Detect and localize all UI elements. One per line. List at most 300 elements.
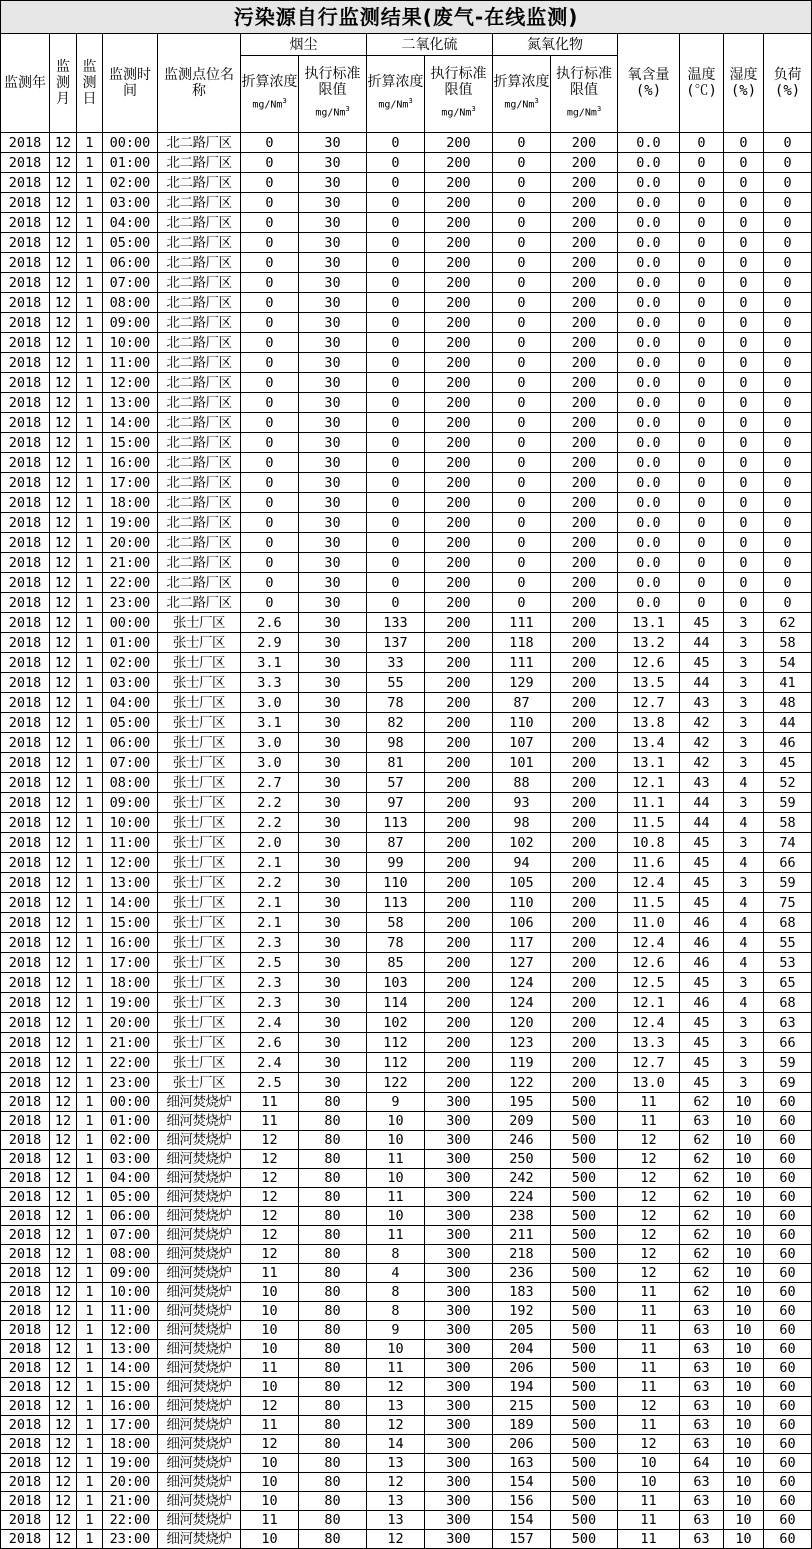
cell-oxygen: 11 xyxy=(618,1359,680,1378)
cell-humidity: 3 xyxy=(724,793,764,813)
header-site: 监测点位名称 xyxy=(158,34,241,133)
cell-nox: 0 xyxy=(493,493,551,513)
cell-temperature: 45 xyxy=(680,833,724,853)
cell-nox_limit: 200 xyxy=(551,513,618,533)
cell-nox_limit: 200 xyxy=(551,913,618,933)
cell-year: 2018 xyxy=(1,273,50,293)
table-row xyxy=(1,1169,812,1188)
cell-time: 08:00 xyxy=(103,773,158,793)
cell-so2: 133 xyxy=(367,613,425,633)
cell-smoke: 0 xyxy=(241,253,299,273)
cell-temperature: 45 xyxy=(680,893,724,913)
cell-temperature: 45 xyxy=(680,1013,724,1033)
cell-nox: 183 xyxy=(493,1283,551,1302)
cell-so2: 0 xyxy=(367,133,425,153)
cell-temperature: 63 xyxy=(680,1530,724,1549)
cell-oxygen: 0.0 xyxy=(618,293,680,313)
cell-year: 2018 xyxy=(1,1207,50,1226)
cell-month: 12 xyxy=(50,1013,77,1033)
cell-time: 05:00 xyxy=(103,713,158,733)
cell-smoke_limit: 30 xyxy=(299,733,367,753)
cell-oxygen: 12 xyxy=(618,1150,680,1169)
cell-so2_limit: 300 xyxy=(425,1245,493,1264)
cell-nox_limit: 200 xyxy=(551,373,618,393)
cell-humidity: 0 xyxy=(724,353,764,373)
cell-site: 张士厂区 xyxy=(158,933,241,953)
cell-month: 12 xyxy=(50,593,77,613)
cell-nox: 0 xyxy=(493,593,551,613)
cell-load: 0 xyxy=(764,493,812,513)
table-row xyxy=(1,1530,812,1549)
cell-so2: 8 xyxy=(367,1283,425,1302)
cell-temperature: 0 xyxy=(680,213,724,233)
cell-humidity: 0 xyxy=(724,453,764,473)
cell-site: 细河焚烧炉 xyxy=(158,1511,241,1530)
cell-year: 2018 xyxy=(1,993,50,1013)
cell-temperature: 63 xyxy=(680,1359,724,1378)
cell-so2: 8 xyxy=(367,1302,425,1321)
cell-time: 21:00 xyxy=(103,1033,158,1053)
cell-year: 2018 xyxy=(1,933,50,953)
cell-temperature: 46 xyxy=(680,993,724,1013)
cell-smoke_limit: 30 xyxy=(299,793,367,813)
cell-temperature: 45 xyxy=(680,613,724,633)
cell-nox: 107 xyxy=(493,733,551,753)
cell-site: 张士厂区 xyxy=(158,713,241,733)
cell-load: 0 xyxy=(764,353,812,373)
cell-humidity: 0 xyxy=(724,173,764,193)
cell-time: 00:00 xyxy=(103,133,158,153)
cell-so2: 10 xyxy=(367,1131,425,1150)
cell-oxygen: 13.0 xyxy=(618,1073,680,1093)
cell-oxygen: 10.8 xyxy=(618,833,680,853)
cell-day: 1 xyxy=(77,133,103,153)
cell-humidity: 10 xyxy=(724,1131,764,1150)
cell-load: 44 xyxy=(764,713,812,733)
cell-time: 12:00 xyxy=(103,1321,158,1340)
cell-month: 12 xyxy=(50,333,77,353)
cell-oxygen: 0.0 xyxy=(618,173,680,193)
table-row xyxy=(1,1397,812,1416)
cell-year: 2018 xyxy=(1,1226,50,1245)
header-oxygen: 氧含量(%) xyxy=(618,34,680,133)
cell-so2_limit: 200 xyxy=(425,533,493,553)
cell-so2: 0 xyxy=(367,553,425,573)
cell-nox: 127 xyxy=(493,953,551,973)
cell-nox_limit: 200 xyxy=(551,873,618,893)
cell-temperature: 43 xyxy=(680,773,724,793)
cell-humidity: 3 xyxy=(724,613,764,633)
cell-day: 1 xyxy=(77,593,103,613)
cell-smoke_limit: 30 xyxy=(299,713,367,733)
cell-time: 06:00 xyxy=(103,733,158,753)
cell-smoke_limit: 30 xyxy=(299,553,367,573)
header-smoke-limit: 执行标准限值 mg/Nm$^3$ xyxy=(299,56,367,133)
cell-so2: 13 xyxy=(367,1397,425,1416)
cell-so2_limit: 200 xyxy=(425,753,493,773)
cell-month: 12 xyxy=(50,1397,77,1416)
cell-smoke: 2.4 xyxy=(241,1053,299,1073)
cell-time: 18:00 xyxy=(103,1435,158,1454)
table-row xyxy=(1,313,812,333)
header-load: 负荷(%) xyxy=(764,34,812,133)
cell-month: 12 xyxy=(50,493,77,513)
cell-oxygen: 0.0 xyxy=(618,153,680,173)
cell-so2_limit: 200 xyxy=(425,133,493,153)
cell-smoke_limit: 80 xyxy=(299,1378,367,1397)
cell-so2: 112 xyxy=(367,1053,425,1073)
cell-oxygen: 12 xyxy=(618,1245,680,1264)
cell-oxygen: 12.6 xyxy=(618,953,680,973)
cell-oxygen: 12.4 xyxy=(618,873,680,893)
cell-smoke: 12 xyxy=(241,1131,299,1150)
cell-site: 张士厂区 xyxy=(158,973,241,993)
table-row xyxy=(1,1112,812,1131)
table-body xyxy=(1,133,812,1549)
cell-day: 1 xyxy=(77,413,103,433)
cell-so2: 0 xyxy=(367,353,425,373)
cell-so2: 78 xyxy=(367,693,425,713)
cell-oxygen: 0.0 xyxy=(618,473,680,493)
table-row xyxy=(1,1131,812,1150)
header-so2-limit: 执行标准限值 mg/Nm$^3$ xyxy=(425,56,493,133)
cell-time: 19:00 xyxy=(103,993,158,1013)
cell-year: 2018 xyxy=(1,1112,50,1131)
cell-year: 2018 xyxy=(1,653,50,673)
cell-oxygen: 11.5 xyxy=(618,893,680,913)
cell-humidity: 0 xyxy=(724,293,764,313)
cell-day: 1 xyxy=(77,793,103,813)
cell-temperature: 62 xyxy=(680,1169,724,1188)
table-row xyxy=(1,1416,812,1435)
cell-site: 北二路厂区 xyxy=(158,333,241,353)
cell-time: 09:00 xyxy=(103,1264,158,1283)
cell-month: 12 xyxy=(50,1264,77,1283)
cell-load: 59 xyxy=(764,1053,812,1073)
cell-nox: 0 xyxy=(493,553,551,573)
cell-so2_limit: 200 xyxy=(425,633,493,653)
cell-smoke_limit: 80 xyxy=(299,1492,367,1511)
cell-smoke_limit: 30 xyxy=(299,1033,367,1053)
cell-humidity: 4 xyxy=(724,953,764,973)
cell-time: 10:00 xyxy=(103,333,158,353)
cell-so2_limit: 200 xyxy=(425,553,493,573)
cell-nox: 0 xyxy=(493,193,551,213)
cell-load: 60 xyxy=(764,1454,812,1473)
cell-year: 2018 xyxy=(1,1473,50,1492)
cell-day: 1 xyxy=(77,673,103,693)
cell-year: 2018 xyxy=(1,633,50,653)
cell-time: 16:00 xyxy=(103,453,158,473)
cell-oxygen: 13.1 xyxy=(618,753,680,773)
cell-nox_limit: 200 xyxy=(551,393,618,413)
cell-temperature: 62 xyxy=(680,1188,724,1207)
cell-nox: 154 xyxy=(493,1511,551,1530)
cell-smoke: 12 xyxy=(241,1435,299,1454)
cell-site: 张士厂区 xyxy=(158,853,241,873)
cell-day: 1 xyxy=(77,253,103,273)
cell-time: 10:00 xyxy=(103,1283,158,1302)
cell-so2_limit: 300 xyxy=(425,1264,493,1283)
cell-month: 12 xyxy=(50,773,77,793)
cell-load: 65 xyxy=(764,973,812,993)
cell-smoke: 2.7 xyxy=(241,773,299,793)
header-year: 监测年 xyxy=(1,34,50,133)
cell-month: 12 xyxy=(50,873,77,893)
cell-so2: 0 xyxy=(367,153,425,173)
cell-oxygen: 12.7 xyxy=(618,693,680,713)
cell-smoke: 2.9 xyxy=(241,633,299,653)
cell-month: 12 xyxy=(50,573,77,593)
cell-load: 0 xyxy=(764,393,812,413)
cell-site: 细河焚烧炉 xyxy=(158,1283,241,1302)
cell-oxygen: 0.0 xyxy=(618,493,680,513)
cell-smoke: 10 xyxy=(241,1283,299,1302)
cell-humidity: 0 xyxy=(724,533,764,553)
cell-oxygen: 12.7 xyxy=(618,1053,680,1073)
cell-oxygen: 13.1 xyxy=(618,613,680,633)
cell-nox: 0 xyxy=(493,533,551,553)
cell-so2_limit: 300 xyxy=(425,1302,493,1321)
cell-smoke: 10 xyxy=(241,1340,299,1359)
cell-time: 09:00 xyxy=(103,793,158,813)
cell-so2: 0 xyxy=(367,193,425,213)
cell-day: 1 xyxy=(77,753,103,773)
cell-so2: 0 xyxy=(367,273,425,293)
table-row xyxy=(1,173,812,193)
cell-so2_limit: 300 xyxy=(425,1188,493,1207)
cell-so2_limit: 200 xyxy=(425,233,493,253)
cell-nox_limit: 200 xyxy=(551,993,618,1013)
cell-smoke: 0 xyxy=(241,133,299,153)
cell-oxygen: 0.0 xyxy=(618,593,680,613)
cell-time: 13:00 xyxy=(103,1340,158,1359)
cell-smoke: 3.1 xyxy=(241,653,299,673)
cell-so2_limit: 300 xyxy=(425,1416,493,1435)
cell-so2_limit: 200 xyxy=(425,413,493,433)
cell-so2_limit: 200 xyxy=(425,493,493,513)
cell-so2_limit: 200 xyxy=(425,273,493,293)
cell-day: 1 xyxy=(77,993,103,1013)
cell-temperature: 0 xyxy=(680,413,724,433)
cell-humidity: 3 xyxy=(724,1033,764,1053)
cell-so2: 97 xyxy=(367,793,425,813)
cell-so2_limit: 200 xyxy=(425,933,493,953)
cell-smoke: 11 xyxy=(241,1093,299,1112)
table-row xyxy=(1,413,812,433)
cell-day: 1 xyxy=(77,893,103,913)
cell-oxygen: 11.6 xyxy=(618,853,680,873)
cell-month: 12 xyxy=(50,473,77,493)
cell-temperature: 45 xyxy=(680,853,724,873)
cell-so2_limit: 200 xyxy=(425,853,493,873)
cell-site: 细河焚烧炉 xyxy=(158,1492,241,1511)
cell-site: 张士厂区 xyxy=(158,693,241,713)
cell-so2: 12 xyxy=(367,1530,425,1549)
cell-nox_limit: 200 xyxy=(551,893,618,913)
cell-so2: 9 xyxy=(367,1093,425,1112)
cell-day: 1 xyxy=(77,1207,103,1226)
cell-year: 2018 xyxy=(1,733,50,753)
table-row xyxy=(1,1073,812,1093)
cell-day: 1 xyxy=(77,573,103,593)
cell-smoke_limit: 80 xyxy=(299,1359,367,1378)
cell-time: 12:00 xyxy=(103,853,158,873)
cell-oxygen: 13.8 xyxy=(618,713,680,733)
table-row xyxy=(1,513,812,533)
cell-nox_limit: 200 xyxy=(551,953,618,973)
cell-so2_limit: 200 xyxy=(425,953,493,973)
cell-time: 07:00 xyxy=(103,273,158,293)
cell-so2_limit: 300 xyxy=(425,1283,493,1302)
cell-time: 23:00 xyxy=(103,1073,158,1093)
cell-site: 北二路厂区 xyxy=(158,173,241,193)
cell-oxygen: 11 xyxy=(618,1511,680,1530)
cell-nox_limit: 200 xyxy=(551,473,618,493)
cell-month: 12 xyxy=(50,433,77,453)
cell-load: 0 xyxy=(764,173,812,193)
cell-day: 1 xyxy=(77,873,103,893)
cell-smoke: 0 xyxy=(241,153,299,173)
cell-year: 2018 xyxy=(1,473,50,493)
cell-oxygen: 12.1 xyxy=(618,773,680,793)
cell-so2_limit: 200 xyxy=(425,353,493,373)
cell-smoke: 2.1 xyxy=(241,913,299,933)
cell-smoke: 2.2 xyxy=(241,873,299,893)
cell-nox: 110 xyxy=(493,713,551,733)
cell-month: 12 xyxy=(50,1053,77,1073)
cell-load: 60 xyxy=(764,1378,812,1397)
cell-year: 2018 xyxy=(1,853,50,873)
cell-smoke_limit: 80 xyxy=(299,1264,367,1283)
cell-temperature: 62 xyxy=(680,1207,724,1226)
cell-oxygen: 0.0 xyxy=(618,573,680,593)
cell-temperature: 0 xyxy=(680,313,724,333)
table-row xyxy=(1,293,812,313)
cell-smoke_limit: 80 xyxy=(299,1093,367,1112)
cell-month: 12 xyxy=(50,253,77,273)
cell-so2: 113 xyxy=(367,813,425,833)
cell-nox_limit: 200 xyxy=(551,833,618,853)
cell-nox_limit: 200 xyxy=(551,453,618,473)
cell-so2_limit: 200 xyxy=(425,693,493,713)
cell-oxygen: 12 xyxy=(618,1207,680,1226)
table-row xyxy=(1,593,812,613)
cell-so2: 13 xyxy=(367,1492,425,1511)
cell-so2_limit: 200 xyxy=(425,713,493,733)
cell-month: 12 xyxy=(50,133,77,153)
cell-load: 60 xyxy=(764,1359,812,1378)
cell-smoke: 12 xyxy=(241,1245,299,1264)
cell-nox: 117 xyxy=(493,933,551,953)
cell-nox_limit: 200 xyxy=(551,133,618,153)
cell-year: 2018 xyxy=(1,913,50,933)
cell-smoke: 2.3 xyxy=(241,933,299,953)
cell-nox: 206 xyxy=(493,1435,551,1454)
cell-year: 2018 xyxy=(1,673,50,693)
cell-smoke: 3.0 xyxy=(241,693,299,713)
cell-smoke: 0 xyxy=(241,453,299,473)
cell-smoke: 12 xyxy=(241,1397,299,1416)
cell-so2: 137 xyxy=(367,633,425,653)
cell-temperature: 63 xyxy=(680,1321,724,1340)
cell-site: 张士厂区 xyxy=(158,1013,241,1033)
cell-temperature: 0 xyxy=(680,273,724,293)
cell-humidity: 4 xyxy=(724,773,764,793)
cell-month: 12 xyxy=(50,233,77,253)
cell-load: 60 xyxy=(764,1397,812,1416)
cell-temperature: 45 xyxy=(680,1073,724,1093)
cell-nox_limit: 500 xyxy=(551,1378,618,1397)
cell-temperature: 62 xyxy=(680,1264,724,1283)
cell-humidity: 0 xyxy=(724,333,764,353)
cell-day: 1 xyxy=(77,1397,103,1416)
cell-day: 1 xyxy=(77,1435,103,1454)
cell-smoke: 10 xyxy=(241,1302,299,1321)
cell-day: 1 xyxy=(77,953,103,973)
cell-smoke_limit: 30 xyxy=(299,993,367,1013)
cell-day: 1 xyxy=(77,633,103,653)
cell-time: 04:00 xyxy=(103,693,158,713)
cell-oxygen: 12 xyxy=(618,1226,680,1245)
cell-smoke: 0 xyxy=(241,313,299,333)
cell-site: 北二路厂区 xyxy=(158,193,241,213)
cell-so2_limit: 200 xyxy=(425,393,493,413)
cell-day: 1 xyxy=(77,513,103,533)
cell-smoke: 0 xyxy=(241,533,299,553)
cell-site: 细河焚烧炉 xyxy=(158,1093,241,1112)
cell-so2_limit: 300 xyxy=(425,1435,493,1454)
cell-year: 2018 xyxy=(1,293,50,313)
cell-so2: 13 xyxy=(367,1511,425,1530)
cell-nox: 211 xyxy=(493,1226,551,1245)
cell-time: 21:00 xyxy=(103,1492,158,1511)
cell-nox: 206 xyxy=(493,1359,551,1378)
cell-nox: 189 xyxy=(493,1416,551,1435)
cell-nox_limit: 500 xyxy=(551,1435,618,1454)
cell-month: 12 xyxy=(50,1359,77,1378)
cell-load: 59 xyxy=(764,873,812,893)
cell-so2_limit: 300 xyxy=(425,1093,493,1112)
cell-smoke: 0 xyxy=(241,233,299,253)
cell-so2_limit: 300 xyxy=(425,1511,493,1530)
cell-nox: 246 xyxy=(493,1131,551,1150)
cell-time: 05:00 xyxy=(103,233,158,253)
table-row xyxy=(1,1435,812,1454)
cell-smoke_limit: 30 xyxy=(299,513,367,533)
cell-day: 1 xyxy=(77,1093,103,1112)
cell-smoke: 11 xyxy=(241,1264,299,1283)
cell-nox: 123 xyxy=(493,1033,551,1053)
cell-time: 18:00 xyxy=(103,973,158,993)
cell-load: 60 xyxy=(764,1188,812,1207)
cell-site: 北二路厂区 xyxy=(158,553,241,573)
cell-oxygen: 11.0 xyxy=(618,913,680,933)
cell-year: 2018 xyxy=(1,1340,50,1359)
cell-month: 12 xyxy=(50,373,77,393)
cell-nox_limit: 200 xyxy=(551,673,618,693)
cell-month: 12 xyxy=(50,1378,77,1397)
cell-nox_limit: 200 xyxy=(551,813,618,833)
cell-smoke: 0 xyxy=(241,333,299,353)
cell-smoke_limit: 80 xyxy=(299,1302,367,1321)
cell-oxygen: 11 xyxy=(618,1340,680,1359)
cell-month: 12 xyxy=(50,733,77,753)
cell-smoke_limit: 30 xyxy=(299,933,367,953)
cell-smoke_limit: 80 xyxy=(299,1131,367,1150)
cell-humidity: 3 xyxy=(724,873,764,893)
cell-load: 63 xyxy=(764,1013,812,1033)
